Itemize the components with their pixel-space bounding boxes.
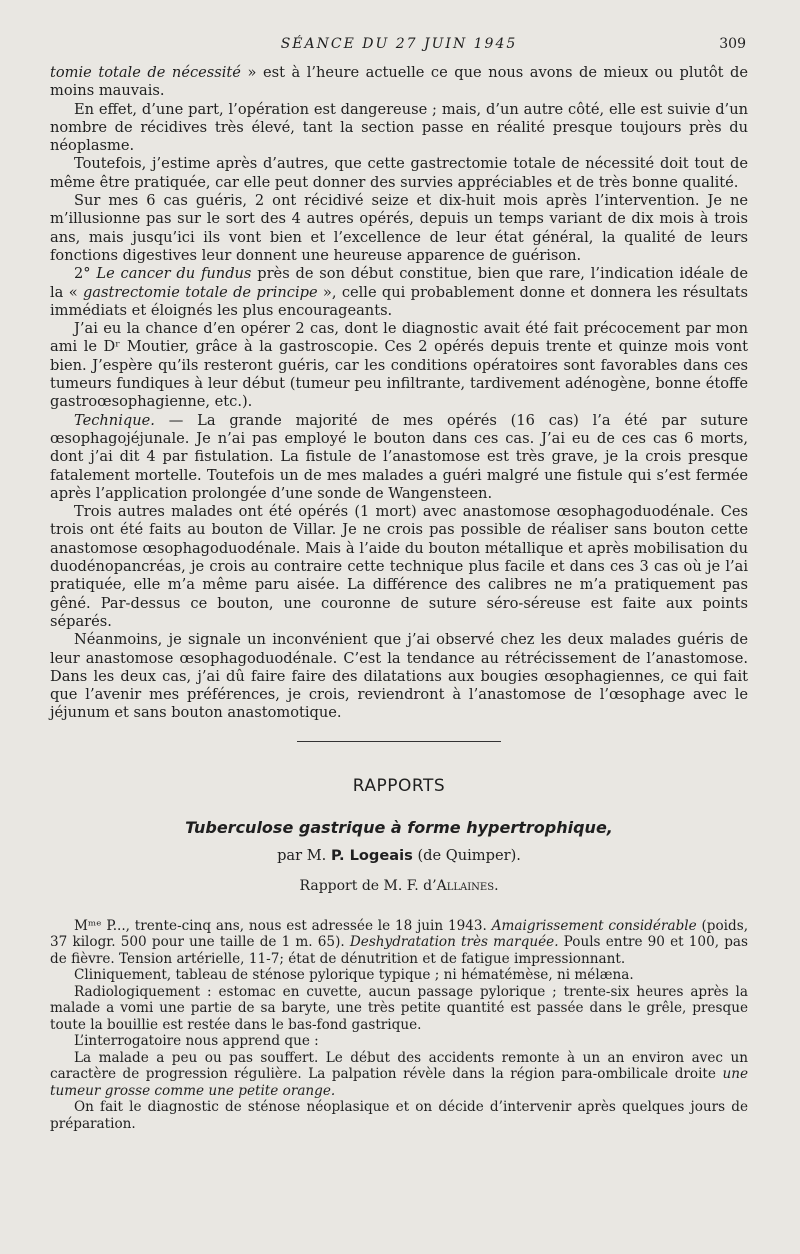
text: Mᵐᵉ P..., trente-cinq ans, nous est adressée le 18 juin 1943.: [74, 917, 492, 934]
paragraph: [50, 918, 748, 968]
report-line: [50, 878, 748, 894]
paragraph: Sur mes 6 cas guéris, 2 ont récidivé seize et dix-huit mois après l’intervention. Je ne m’illusionne pas sur le sort des 4 autres opérés, depuis un temps variant de dix mois à trois ans, mais jusqu’ici ils vont bien et l’excellence de leur état général, la qualité de leurs fonctions digestives leur donnent une heureuse apparence de guérison.: [50, 192, 748, 264]
text: 2°: [74, 265, 97, 283]
text: près de son début constitue, bien que rare, l’indication idéale de la «: [50, 265, 748, 301]
paragraph: J’ai eu la chance d’en opérer 2 cas, dont le diagnostic avait été fait précocement par mon ami le Dʳ Moutier, grâce à la gastroscopie. Ces 2 opérés depuis trente et quinze mois vont bien. J’espère qu’ils resteront guéris, car les conditions opératoires sont favorables dans ces tumeurs fundiques à leur début (tumeur peu infiltrante, tardivement adénogène, bonne étoffe gastroœsophagienne, etc.).: [50, 320, 748, 411]
italic-text: Le cancer du fundus: [96, 265, 252, 283]
italic-text: Deshydratation très marquée.: [349, 934, 559, 951]
paragraph: Cliniquement, tableau de sténose pylorique typique ; ni hématémèse, ni mélæna.: [74, 967, 634, 984]
text: » est à l’heure actuelle ce que nous avons de mieux ou plutôt de moins mauvais.: [50, 64, 748, 100]
italic-text: tomie totale de nécessité: [50, 64, 241, 81]
paragraph: Radiologiquement : estomac en cuvette, aucun passage pylorique ; trente-six heures après la malade a vomi une partie de sa baryte, une très petite quantité est passée dans le grêle, presque toute la bouillie est restée dans le bas-fond gastrique.: [50, 983, 748, 1033]
page-header: [50, 36, 748, 58]
case-report: [50, 918, 748, 1133]
byline: [50, 847, 748, 864]
text: (de Quimper).: [412, 846, 521, 864]
text: par M.: [277, 846, 331, 864]
text: .: [494, 877, 499, 894]
text: Rapport de M. F. d’: [299, 877, 437, 894]
italic-text: Amaigrissement considérable: [491, 917, 697, 934]
author-name: P. Logeais: [330, 846, 413, 864]
paragraph: L’interrogatoire nous apprend que :: [74, 1033, 319, 1050]
paragraph: Néanmoins, je signale un inconvénient que j’ai observé chez les deux malades guéris de leur anastomose œsophagoduodénale. C’est la tendance au rétrécissement de l’anastomose. Dans les deux cas, j’ai dû faire faire des dilatations aux bougies œsophagiennes, ce qui fait que l’avenir mes préférences, je crois, reviendront à l’anastomose de l’œsophage avec le jéjunum et sans bouton anastomotique.: [50, 631, 748, 722]
paragraph: [50, 265, 748, 320]
section-divider: [297, 741, 501, 742]
italic-text: gastrectomie totale de principe: [82, 283, 318, 301]
paragraph: On fait le diagnostic de sténose néoplasique et on décide d’intervenir après quelques jours de préparation.: [50, 1099, 748, 1132]
text: La malade a peu ou pas souffert. Le début des accidents remonte à un an environ avec un caractère de progression régulière. La palpation révèle dans la région para-ombilicale droite: [50, 1049, 748, 1083]
paragraph: [50, 64, 748, 101]
text: Pouls entre 90 et 100, pas de fièvre. Tension artérielle, 11-7; état de dénutrition et de fatigue impressionnant.: [50, 934, 748, 967]
italic-text: Technique.: [74, 411, 155, 429]
text: », celle qui probablement donne et donnera les résultats immédiats et éloignés les plus encourageants.: [50, 283, 748, 319]
paragraph: [50, 412, 748, 503]
paragraph: [50, 1050, 748, 1100]
article-body: [50, 64, 748, 723]
page-number: 309: [719, 36, 746, 52]
section-title: RAPPORTS: [352, 775, 446, 796]
article-title: Tuberculose gastrique à forme hypertrophique,: [185, 817, 613, 837]
paragraph: En effet, d’une part, l’opération est dangereuse ; mais, d’un autre côté, elle est suivie d’un nombre de récidives très élevé, tant la section passe en réalité presque toujours près du néoplasme.: [50, 100, 748, 155]
text: — La grande majorité de mes opérés (16 cas) l’a été par suture œsophagojéjunale. Je n’ai pas employé le bouton dans ces cas. J’ai eu de ces cas 6 morts, dont j’ai dit 4 par fistulation. La fistule de l’anastomose est très grave, je la crois presque fatalement mortelle. Toutefois un de mes malades a guéri malgré une fistule qui s’est fermée après l’application prolongée d’une sonde de Wangensteen.: [50, 411, 748, 502]
reporter-name: Allaines: [436, 877, 495, 894]
paragraph: Trois autres malades ont été opérés (1 mort) avec anastomose œsophagoduodénale. Ces trois ont été faits au bouton de Villar. Je ne crois pas possible de réaliser sans bouton cette anastomose œsophagoduodénale. Mais à l’aide du bouton métallique et après mobilisation du duodénopancréas, je crois au contraire cette technique plus facile et dans ces 3 cas où je l’ai pratiquée, elle m’a même paru aisée. La différence des calibres ne m’a pratiquement pas gêné. Par-dessus ce bouton, une couronne de suture séro-séreuse est faite aux points séparés.: [50, 503, 748, 630]
paragraph: Toutefois, j’estime après d’autres, que cette gastrectomie totale de nécessité doit tout de même être pratiquée, car elle peut donner des survies appréciables et de très bonne qualité.: [50, 155, 748, 191]
italic-text: une tumeur grosse comme une petite orange.: [50, 1066, 748, 1099]
running-head: SÉANCE DU 27 JUIN 1945: [280, 36, 518, 52]
text: (poids, 37 kilogr. 500 pour une taille de 1 m. 65).: [50, 917, 749, 951]
